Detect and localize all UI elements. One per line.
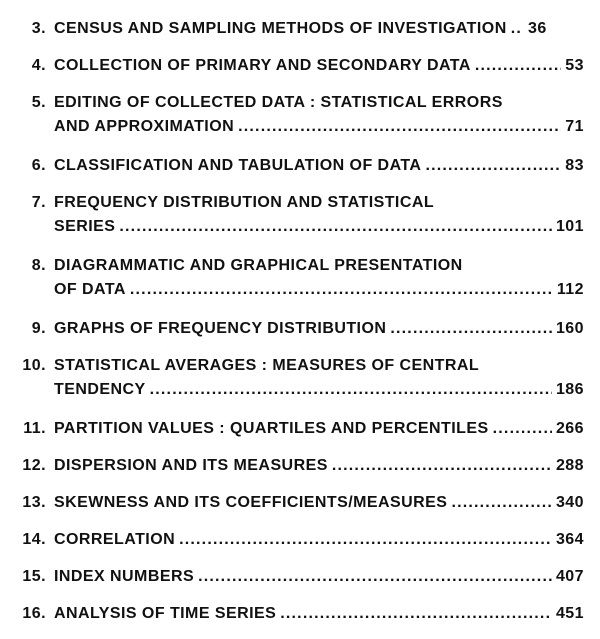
toc-entry xyxy=(0,602,600,639)
toc-entry-title: EDITING OF COLLECTED DATA : STATISTICAL ERRORS xyxy=(54,94,503,111)
toc-entry-page: 101 xyxy=(555,218,584,235)
toc-entry-title-continued: SERIES xyxy=(54,218,116,235)
toc-entry xyxy=(0,154,600,191)
toc-entry-page: 266 xyxy=(555,420,584,437)
toc-entry-leader xyxy=(390,317,552,341)
toc-entry-leader xyxy=(493,417,552,441)
toc-entry-page: 288 xyxy=(555,457,584,474)
toc-entry xyxy=(0,417,600,454)
toc-entry xyxy=(0,54,600,91)
toc-entry-title: GRAPHS OF FREQUENCY DISTRIBUTION xyxy=(54,320,387,337)
toc-entry-title: ANALYSIS OF TIME SERIES xyxy=(54,605,277,622)
toc-entry-leader xyxy=(130,278,553,302)
toc-entry-leader xyxy=(238,115,561,139)
toc-entry xyxy=(0,454,600,491)
toc-entry xyxy=(0,317,600,354)
toc-entry xyxy=(0,354,600,417)
toc-entry-leader: .. xyxy=(510,20,523,37)
toc-entry-page: 53 xyxy=(565,57,584,74)
toc-entry-number: 8. xyxy=(31,257,46,274)
toc-entry-page: 407 xyxy=(555,568,584,585)
toc-entry-number: 9. xyxy=(31,320,46,337)
toc-entry xyxy=(0,254,600,317)
toc-entry-number: 13. xyxy=(22,494,46,511)
toc-entry-page: 340 xyxy=(555,494,584,511)
toc-entry-number: 5. xyxy=(31,94,46,111)
toc-entry xyxy=(0,491,600,528)
toc-entry-page: 186 xyxy=(555,381,584,398)
toc-entry-page: 71 xyxy=(565,118,584,135)
toc-entry-number: 7. xyxy=(31,194,46,211)
toc-entry-title-continued: AND APPROXIMATION xyxy=(54,118,235,135)
toc-entry-number: 16. xyxy=(22,605,46,622)
toc-entry-page: 160 xyxy=(555,320,584,337)
toc-entry-number: 12. xyxy=(22,457,46,474)
toc-entry-number: 11. xyxy=(23,420,46,437)
toc-entry xyxy=(0,91,600,154)
toc-entry xyxy=(0,565,600,602)
toc-entry-title: DISPERSION AND ITS MEASURES xyxy=(54,457,328,474)
toc-entry-leader xyxy=(280,602,552,626)
toc-entry-page: 112 xyxy=(556,281,584,298)
toc-entry-title: DIAGRAMMATIC AND GRAPHICAL PRESENTATION xyxy=(54,257,463,274)
toc-entry-number: 10. xyxy=(22,357,46,374)
toc-entry-title: SKEWNESS AND ITS COEFFICIENTS/MEASURES xyxy=(54,494,448,511)
toc-entry-title: PARTITION VALUES : QUARTILES AND PERCENTILES xyxy=(54,420,489,437)
toc-entry-title: CENSUS AND SAMPLING METHODS OF INVESTIGATION xyxy=(54,20,507,37)
toc-entry-leader xyxy=(179,528,552,552)
toc-entry-page: 451 xyxy=(555,605,584,622)
toc-entry-title: STATISTICAL AVERAGES : MEASURES OF CENTRAL xyxy=(54,357,480,374)
toc-entry-page: 364 xyxy=(555,531,584,548)
toc-entry-title: INDEX NUMBERS xyxy=(54,568,195,585)
toc-entry-leader xyxy=(332,454,552,478)
toc-entry-leader xyxy=(451,491,552,515)
toc-entry-title: FREQUENCY DISTRIBUTION AND STATISTICAL xyxy=(54,194,435,211)
toc-entry-title-continued: OF DATA xyxy=(54,281,126,298)
toc-entry-leader xyxy=(119,215,552,239)
toc-entry-number: 6. xyxy=(31,157,46,174)
toc-entry xyxy=(0,528,600,565)
toc-entry-title: CORRELATION xyxy=(54,531,176,548)
toc-entry-title-continued: TENDENCY xyxy=(54,381,146,398)
toc-entry-number: 15. xyxy=(22,568,46,585)
toc-entry-number: 14. xyxy=(22,531,46,548)
toc-entry-leader xyxy=(150,378,552,402)
toc-entry-title: CLASSIFICATION AND TABULATION OF DATA xyxy=(54,157,422,174)
toc-entry-title: COLLECTION OF PRIMARY AND SECONDARY DATA xyxy=(54,57,471,74)
toc-entry xyxy=(0,191,600,254)
toc-entry-page: 36 xyxy=(528,20,547,37)
toc-entry xyxy=(0,17,600,54)
toc-entry-leader xyxy=(475,54,561,78)
toc-entry-number: 4. xyxy=(31,57,46,74)
toc-entry-number: 3. xyxy=(31,20,46,37)
toc-entry-page: 83 xyxy=(565,157,584,174)
toc-entry-leader xyxy=(198,565,552,589)
toc-entry-leader xyxy=(425,154,561,178)
